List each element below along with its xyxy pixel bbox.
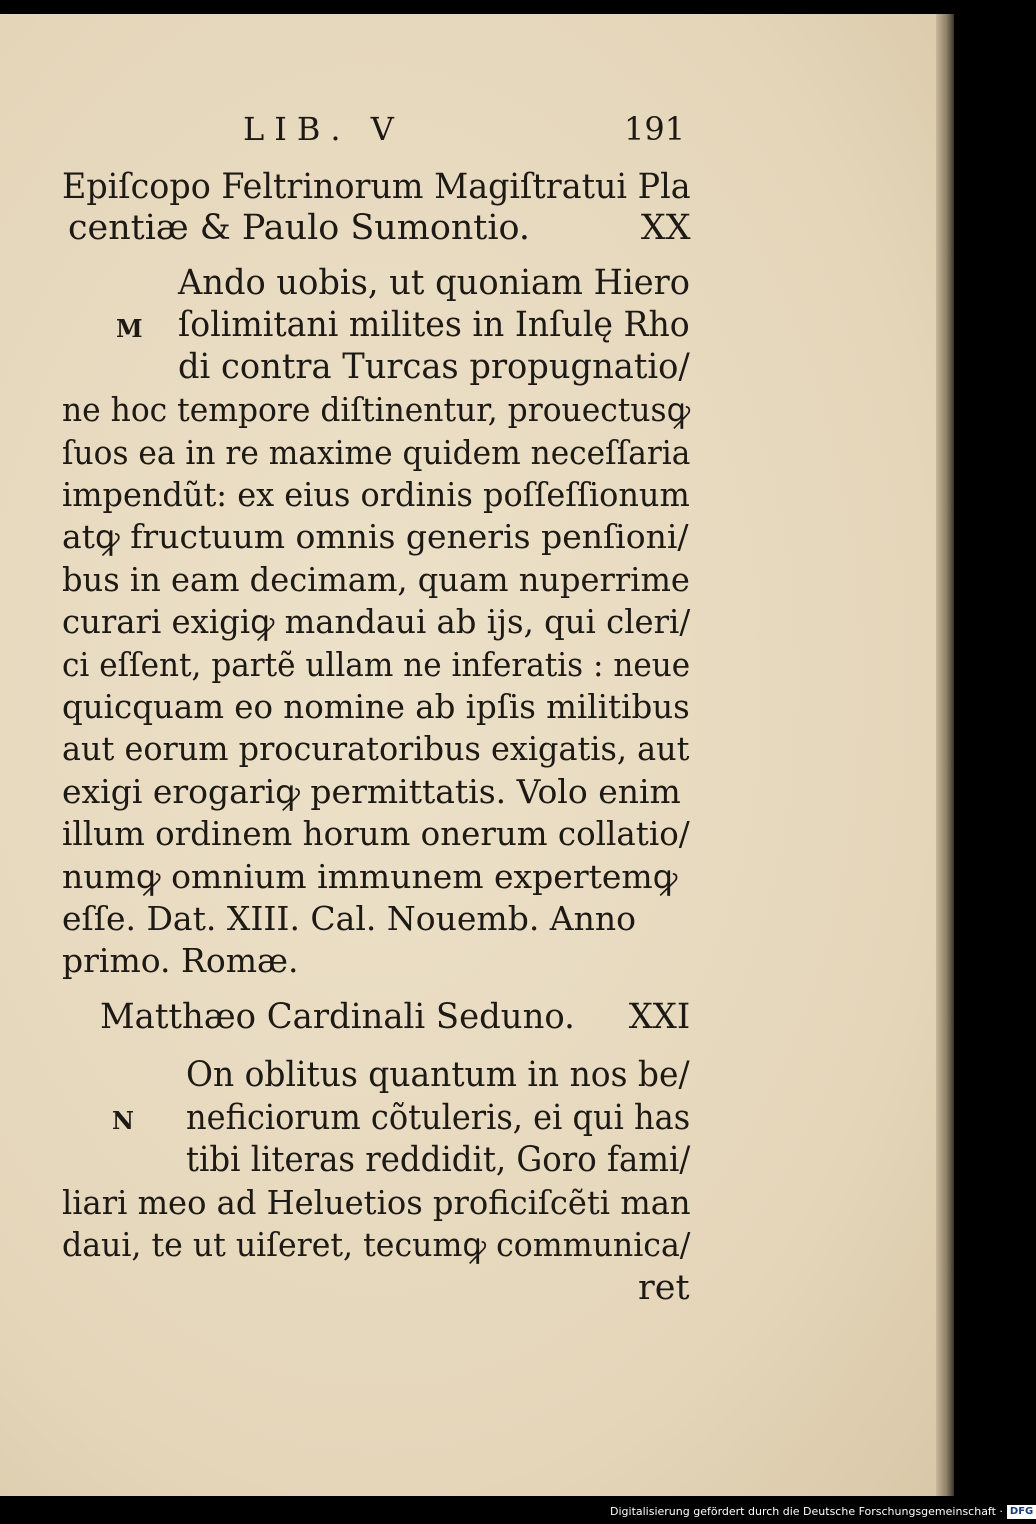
catchword: ret [638, 1268, 690, 1308]
body-line: eſſe. Dat. XIII. Cal. Nouemb. Anno [62, 899, 637, 938]
body-line: liari meo ad Heluetios proficiſcẽti man [62, 1183, 691, 1222]
initial-letter: N [112, 1106, 134, 1135]
dfg-logo-icon: DFG [1007, 1505, 1036, 1519]
body-line: tibi literas reddidit, Goro fami/ [186, 1140, 691, 1180]
letter-heading-line: centiæ & Paulo Sumontio. XX [68, 208, 691, 248]
body-line: impendũt: ex eius ordinis poſſeſſionum [62, 475, 690, 514]
page-edge-shadow [936, 14, 954, 1496]
body-line: di contra Turcas propugnatio/ [178, 347, 690, 387]
body-line: daui, te ut uiſeret, tecumꝙ communica/ [62, 1225, 691, 1264]
body-line: On oblitus quantum in nos be/ [186, 1055, 690, 1095]
body-line: ſuos ea in re maxime quidem neceſſaria [62, 433, 691, 472]
body-line: ci eſſent, partẽ ullam ne inferatis : neue [62, 645, 691, 684]
body-line: atꝙ fructuum omnis generis penſioni/ [62, 517, 689, 556]
book-page [0, 14, 936, 1496]
body-line: curari exigiꝙ mandaui ab ijs, qui cleri/ [62, 602, 691, 641]
body-line: primo. Romæ. [62, 941, 299, 980]
running-head: LIB. V [243, 110, 404, 148]
body-line: aut eorum procuratoribus exigatis, aut [62, 729, 690, 768]
body-line: quicquam eo nomine ab ipſis militibus [62, 687, 690, 726]
body-line: illum ordinem horum onerum collatio/ [62, 814, 690, 853]
page-header [0, 110, 936, 160]
letter-heading-line: Epiſcopo Feltrinorum Magiſtratui Pla [62, 167, 691, 207]
body-line: ne hoc tempore diſtinentur, prouectusꝙ [62, 390, 691, 429]
credit-text: Digitalisierung gefördert durch die Deutsche Forschungsgemeinschaft · [610, 1505, 1003, 1518]
body-line: bus in eam decimam, quam nuperrime [62, 560, 690, 599]
body-line: numꝙ omnium immunem expertemꝙ [62, 857, 678, 896]
body-line: ſolimitani milites in Inſulę Rho [178, 305, 690, 345]
digitization-credit [610, 1500, 1034, 1524]
page-number: 191 [624, 110, 686, 148]
initial-letter: M [116, 314, 143, 343]
body-line: neficiorum cõtuleris, ei qui has [186, 1098, 691, 1138]
letter-heading-line: Matthæo Cardinali Seduno. XXI [100, 997, 691, 1037]
body-line: exigi erogariꝙ permittatis. Volo enim [62, 772, 681, 811]
body-line: Ando uobis, ut quoniam Hiero [178, 263, 690, 303]
